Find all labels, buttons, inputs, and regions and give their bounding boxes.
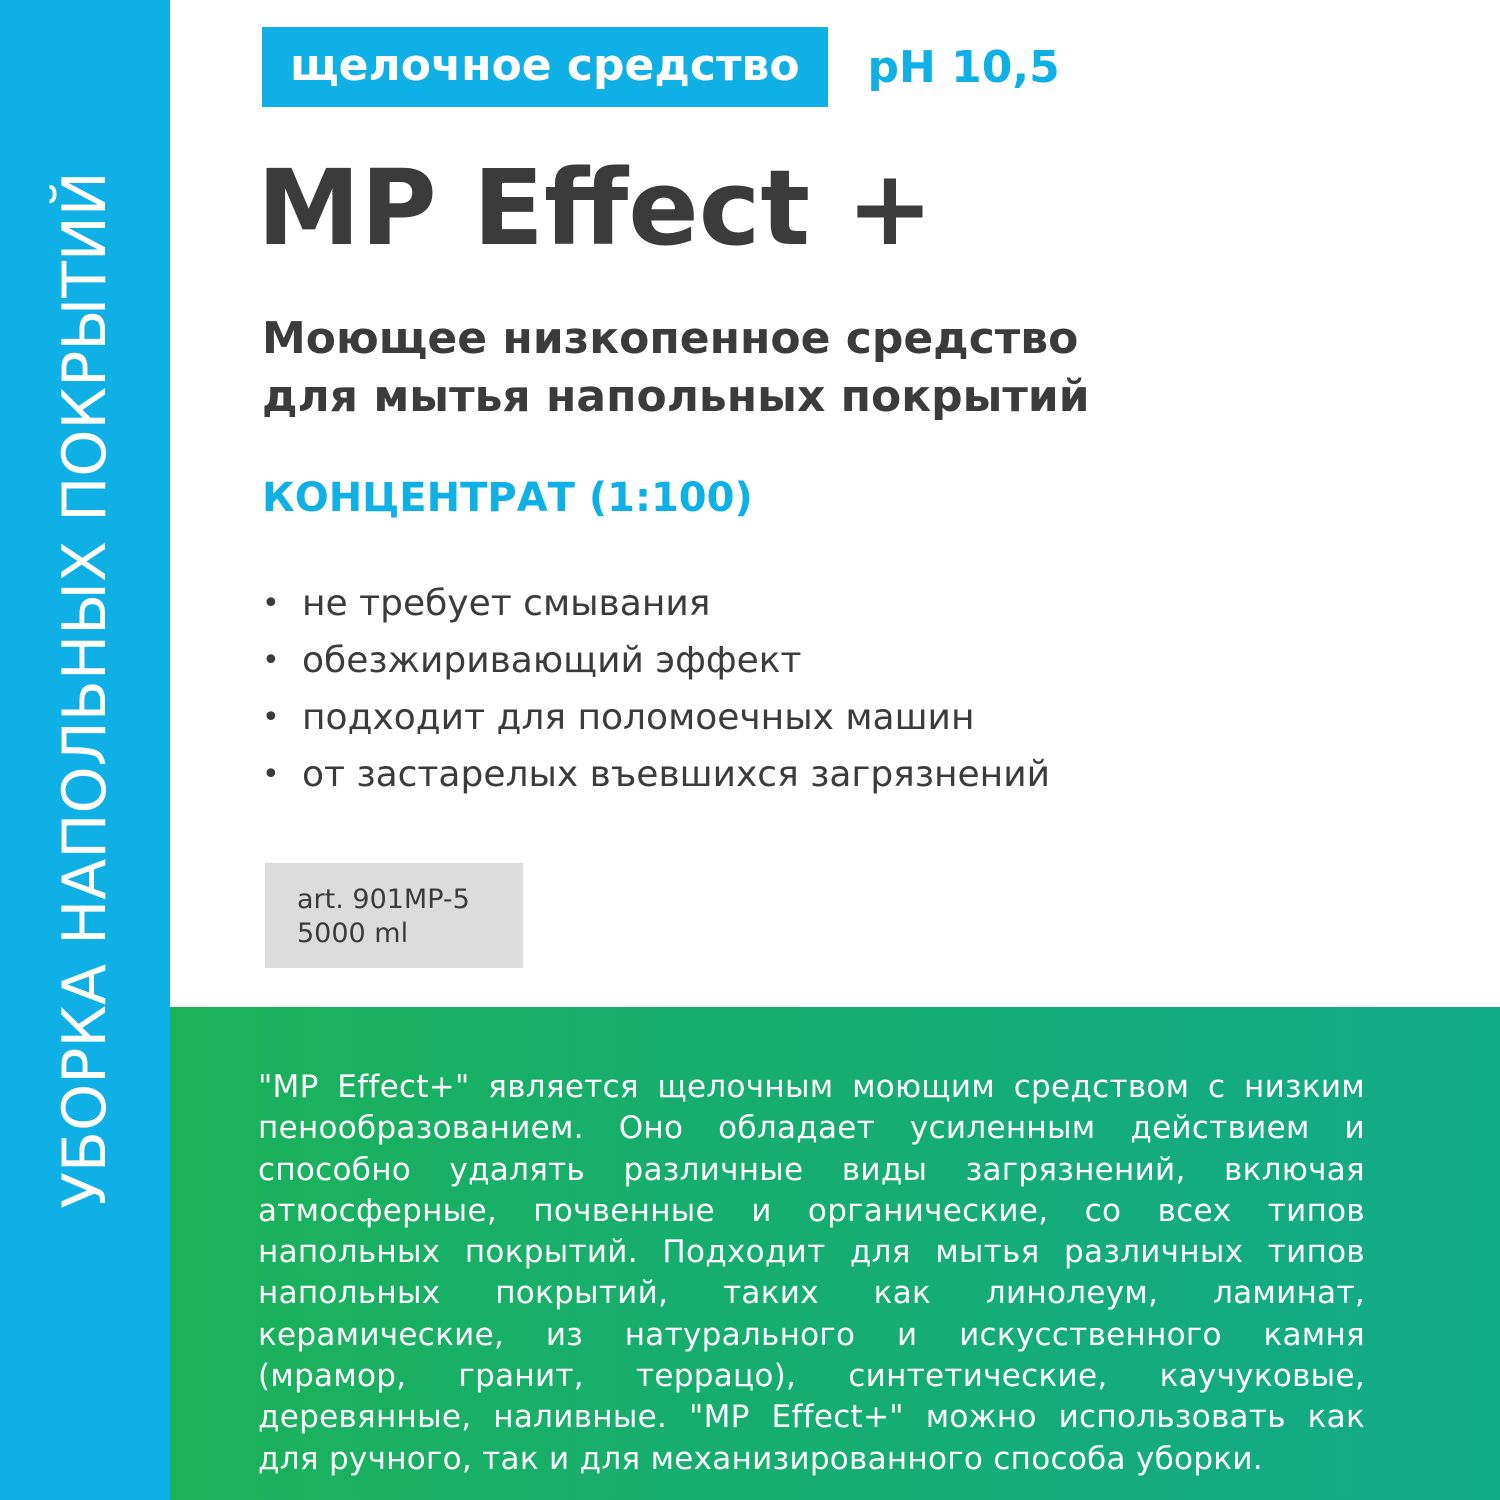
feature-item (262, 689, 1050, 746)
feature-item (262, 575, 1050, 632)
category-vertical-label: УБОРКА НАПОЛЬНЫХ ПОКРЫТИЙ (50, 171, 120, 1209)
feature-text: обезжиривающий эффект (302, 640, 802, 681)
product-subtitle (262, 310, 1262, 426)
feature-text: не требует смывания (302, 583, 711, 624)
feature-item (262, 746, 1050, 803)
feature-text: подходит для поломоечных машин (302, 697, 975, 738)
subtitle-line-1: Моющее низкопенное средство (262, 313, 1079, 364)
article-volume: 5000 ml (297, 918, 409, 949)
description-panel (170, 1007, 1500, 1500)
header-row (262, 27, 1060, 107)
bullet-icon: • (262, 757, 280, 792)
product-type-badge: щелочное средство (262, 27, 828, 107)
bullet-icon: • (262, 586, 280, 621)
features-list (262, 575, 1050, 803)
ph-value: pH 10,5 (867, 41, 1060, 93)
article-code: art. 901MP-5 (297, 884, 470, 915)
product-description: "MP Effect+" является щелочным моющим средством с низким пенообразованием. Оно обладает усиленным действием и способно удалять различные виды загрязнений, включая атмосферные, почвенные и органические, со всех типов напольных покрытий. Подходит для мытья различных типов напольных покрытий, таких как линолеум, ламинат, керамические, из натурального и искусственного камня (мрамор, гранит, террацо), синтетические, каучуковые, деревянные, наливные. "MP Effect+" можно использовать как для ручного, так и для механизированного способа уборки. (258, 1069, 1365, 1477)
side-band (0, 0, 170, 1500)
product-title: MP Effect + (257, 147, 934, 269)
bullet-icon: • (262, 643, 280, 678)
article-box (265, 863, 523, 968)
feature-item (262, 632, 1050, 689)
concentrate-label: КОНЦЕНТРАТ (1:100) (262, 475, 753, 521)
bullet-icon: • (262, 700, 280, 735)
subtitle-line-2: для мытья напольных покрытий (262, 371, 1090, 422)
feature-text: от застарелых въевшихся загрязнений (302, 754, 1050, 795)
